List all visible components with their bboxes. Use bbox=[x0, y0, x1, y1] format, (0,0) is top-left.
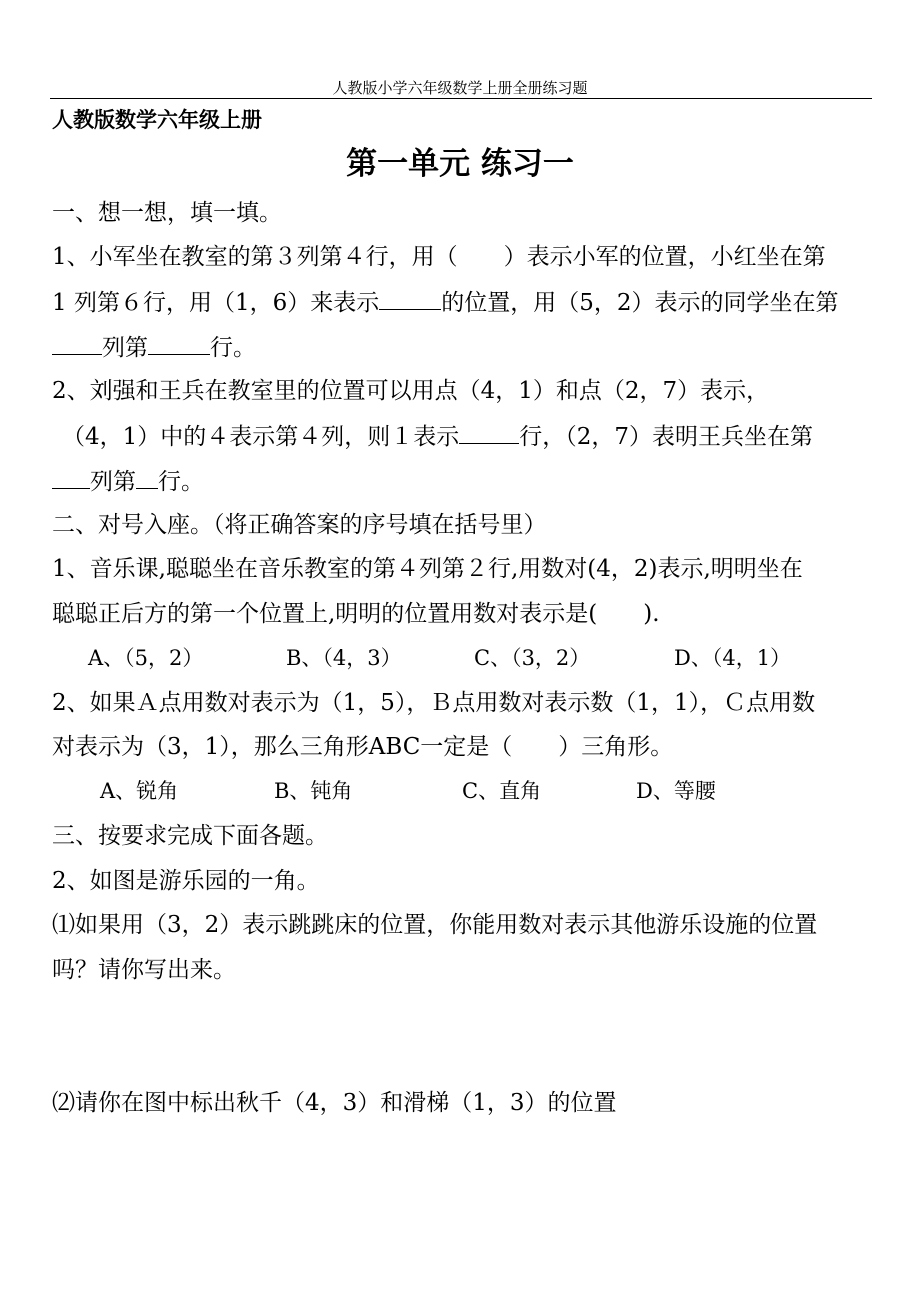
s1-q2-line3-text-a: 列第 bbox=[90, 469, 136, 495]
s2-q2-option-b[interactable]: B、钝角 bbox=[274, 779, 353, 803]
answer-blank[interactable] bbox=[52, 332, 102, 355]
s3-q2-part1-line2: 吗？请你写出来。 bbox=[52, 957, 236, 983]
s2-q1-option-a[interactable]: A、（5，2） bbox=[88, 646, 204, 670]
s2-q2-option-c[interactable]: C、直角 bbox=[462, 779, 542, 803]
answer-blank[interactable] bbox=[136, 466, 158, 489]
section3-heading: 三、按要求完成下面各题。 bbox=[52, 823, 328, 849]
section1-heading: 一、想一想，填一填。 bbox=[52, 200, 282, 226]
s1-q2-line1: 2、刘强和王兵在教室里的位置可以用点（4，1）和点（2，7）表示， bbox=[52, 378, 770, 404]
answer-blank[interactable] bbox=[148, 332, 210, 355]
s1-q1-line1: 1、小军坐在教室的第３列第４行，用（ ）表示小军的位置，小红坐在第 bbox=[52, 244, 826, 270]
s2-q1-line1: 1、音乐课,聪聪坐在音乐教室的第４列第２行,用数对(4，2)表示,明明坐在 bbox=[52, 556, 803, 582]
s2-q1-option-b[interactable]: B、（4，3） bbox=[286, 646, 402, 670]
running-header: 人教版小学六年级数学上册全册练习题 bbox=[332, 79, 588, 97]
s1-q1-line2 bbox=[52, 287, 839, 318]
s1-q1-line3-text-b: 行。 bbox=[210, 335, 256, 361]
s3-q2-intro: 2、如图是游乐园的一角。 bbox=[52, 868, 320, 894]
book-label: 人教版数学六年级上册 bbox=[52, 108, 262, 132]
section2-heading: 二、对号入座。（将正确答案的序号填在括号里） bbox=[52, 512, 547, 538]
s1-q1-line3 bbox=[52, 332, 256, 363]
answer-blank[interactable] bbox=[379, 287, 441, 310]
s2-q2-line1: 2、如果Ａ点用数对表示为（1，5），Ｂ点用数对表示数（1，1），Ｃ点用数 bbox=[52, 690, 816, 716]
s1-q2-line2-text-b: 行，（2，7）表明王兵坐在第 bbox=[519, 424, 814, 450]
s2-q2-option-a[interactable]: A、锐角 bbox=[100, 779, 179, 803]
s2-q1-line2: 聪聪正后方的第一个位置上,明明的位置用数对表示是( ). bbox=[52, 601, 660, 627]
page-title: 第一单元 练习一 bbox=[346, 146, 574, 182]
s1-q2-line2 bbox=[62, 421, 813, 452]
s1-q1-line2-text-b: 的位置，用（5，2）表示的同学坐在第 bbox=[441, 290, 839, 316]
s3-q2-part1-line1: ⑴如果用（3，2）表示跳跳床的位置，你能用数对表示其他游乐设施的位置 bbox=[52, 912, 818, 938]
s1-q2-line3 bbox=[52, 466, 204, 497]
s2-q1-option-c[interactable]: C、（3，2） bbox=[474, 646, 591, 670]
s3-q2-part2: ⑵请你在图中标出秋千（4，3）和滑梯（1，3）的位置 bbox=[52, 1090, 617, 1116]
answer-blank[interactable] bbox=[459, 421, 519, 444]
s2-q1-option-d[interactable]: D、（4，1） bbox=[674, 646, 792, 670]
s2-q2-option-d[interactable]: D、等腰 bbox=[636, 779, 716, 803]
s2-q2-line2: 对表示为（3，1），那么三角形ABC一定是（ ）三角形。 bbox=[52, 734, 674, 760]
s1-q2-line3-text-b: 行。 bbox=[158, 469, 204, 495]
header-rule bbox=[50, 98, 872, 99]
s1-q1-line2-text-a: 1 列第６行，用（1，6）来表示 bbox=[52, 290, 380, 316]
s1-q2-line2-text-a: （4，1）中的４表示第４列，则１表示 bbox=[62, 424, 460, 450]
answer-blank[interactable] bbox=[52, 466, 90, 489]
s1-q1-line3-text-a: 列第 bbox=[102, 335, 148, 361]
